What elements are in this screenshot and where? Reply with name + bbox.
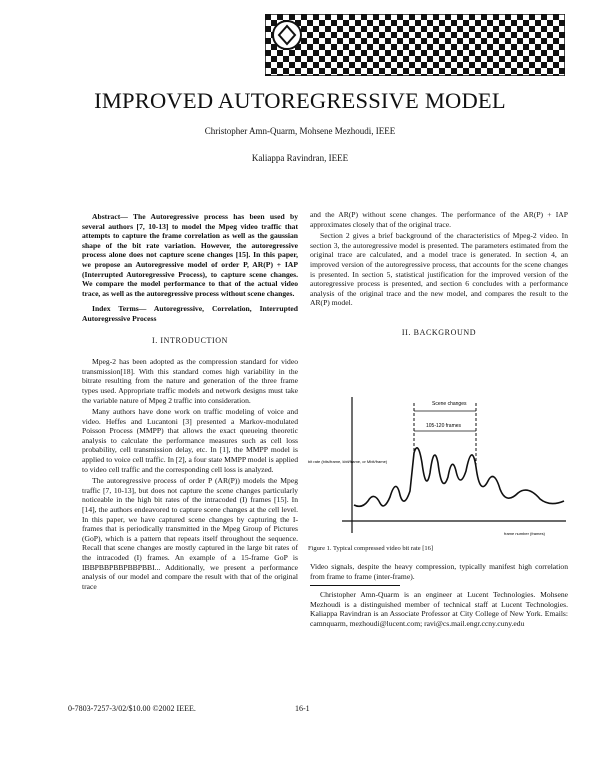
scene-changes-label: Scene changes [432, 401, 467, 407]
intro-paragraph-2: Many authors have done work on traffic modeling of voice and video. Heffes and Lucantoni [3] presented a Markov-modulated Poisson Process (MMPP) that allows the exact queueing theoretic analysis to calculate the performance measures such as cell loss probability, cell transmission delay, etc. In [1], the MMPP model is applied to voice cell traffic. In [2], a four state MMPP model is applied to video cell traffic and the corresponding cell loss is analyzed. [82, 407, 298, 474]
abstract: Abstract— The Autoregressive process has been used by several authors [7, 10-13] to model the Mpeg video traffic that attempts to capture the frame correlation as well as the gaussian shape of the bit rate variation. However, the autoregressive process alone does not capture scene changes [15]. In this paper, we propose an Autoregressive model of order P, AR(P) + IAP (Interrupted Autoregressive Process), to capture scene changes. We compare the model performance to that of the actual video trace, as well as the autoregressive process without scene changes. [82, 212, 298, 298]
continued-text: and the AR(P) without scene changes. The performance of the AR(P) + IAP approximates closely that of the original trace. [310, 210, 568, 229]
section-heading-background: II. BACKGROUND [401, 327, 477, 337]
paper-title: IMPROVED AUTOREGRESSIVE MODEL [94, 88, 506, 113]
index-terms: Index Terms— Autoregressive, Correlation, Interrupted Autoregressive Process [82, 304, 298, 323]
author-line-1: Christopher Amn-Quarm, Mohsene Mezhoudi, IEEE [204, 126, 396, 136]
intro-paragraph-1: Mpeg-2 has been adopted as the compression standard for video transmission[18]. With this standard comes high variability in the bitrate resulting from the nature and generation of the three frame types used. Appropriate traffic models and network designs must take the variable nature of Mpeg 2 traffic into consideration. [82, 357, 298, 405]
section-overview-paragraph: Section 2 gives a brief background of the characteristics of Mpeg-2 video. In section 3, the autoregressive model is presented. The parameters estimated from the original trace are calculated, and a model trace is generated. In section 4, an improved version of the autoregressive process, that accounts for the scene changes is presented. In section 5, statistical justification for the improved version of the autoregressive process is presented, and section 6 concludes with a performance analysis of the original trace and the new model, and compares the result to the AR(P) model. [310, 231, 568, 308]
author-line-2: Kaliappa Ravindran, IEEE [251, 153, 349, 163]
bitrate-curve [354, 448, 564, 506]
post-figure-paragraph: Video signals, despite the heavy compression, typically manifest high correlation from frame to frame (inter-frame). [310, 562, 568, 581]
y-axis-label: bit rate (bits/frame, kbit/frame, or Mbit/frame) [308, 459, 388, 464]
left-column [82, 212, 298, 593]
footer-page-number: 16-1 [295, 704, 310, 713]
section-heading-introduction: I. INTRODUCTION [151, 335, 229, 345]
figure-caption: Figure 1. Typical compressed video bit rate [16] [308, 545, 434, 552]
footer-isbn: 0-7803-7257-3/02/$10.00 ©2002 IEEE. [68, 704, 196, 713]
footnote-divider [310, 585, 400, 586]
right-column-bottom [310, 562, 568, 631]
author-bio-footnote: Christopher Amn-Quarm is an engineer at Lucent Technologies. Mohsene Mezhoudi is a distinguished member of technical staff at Lucent Technologies. Kaliappa Ravindran is an Associate Professor at City College of New York. Emails: camnquarm, mezhoudi@lucent.com; ravi@cs.mail.engr.ccny.cuny.edu [310, 590, 568, 628]
figure-bitrate [308, 393, 570, 545]
gop-frames-label: 105-120 frames [426, 423, 462, 429]
right-column-top [310, 210, 568, 340]
intro-paragraph-3: The autoregressive process of order P (AR(P)) models the Mpeg traffic [7, 10-13], but does not capture the scene changes particularly noticeable in the high bit rates of the intracoded (I) frames [15]. In [14], the authors endeavored to capture scene changes at the cell level. In this paper, we have captured scene changes by capturing the I-frames that is periodically transmitted in the Mpeg Group of Pictures (GoP), which is a pattern that repeats itself throughout the sequence. Recall that scene changes are mostly captured in the large bit rates of the intracoded (I) frames. An example of a 15-frame GoP is IBBPBBPBBPBBPBBI... Additionally, we present a performance analysis of our model and compare the result with that of the original trace [82, 476, 298, 591]
x-axis-label: frame number (frames) [504, 531, 545, 536]
conference-logo [265, 14, 565, 76]
